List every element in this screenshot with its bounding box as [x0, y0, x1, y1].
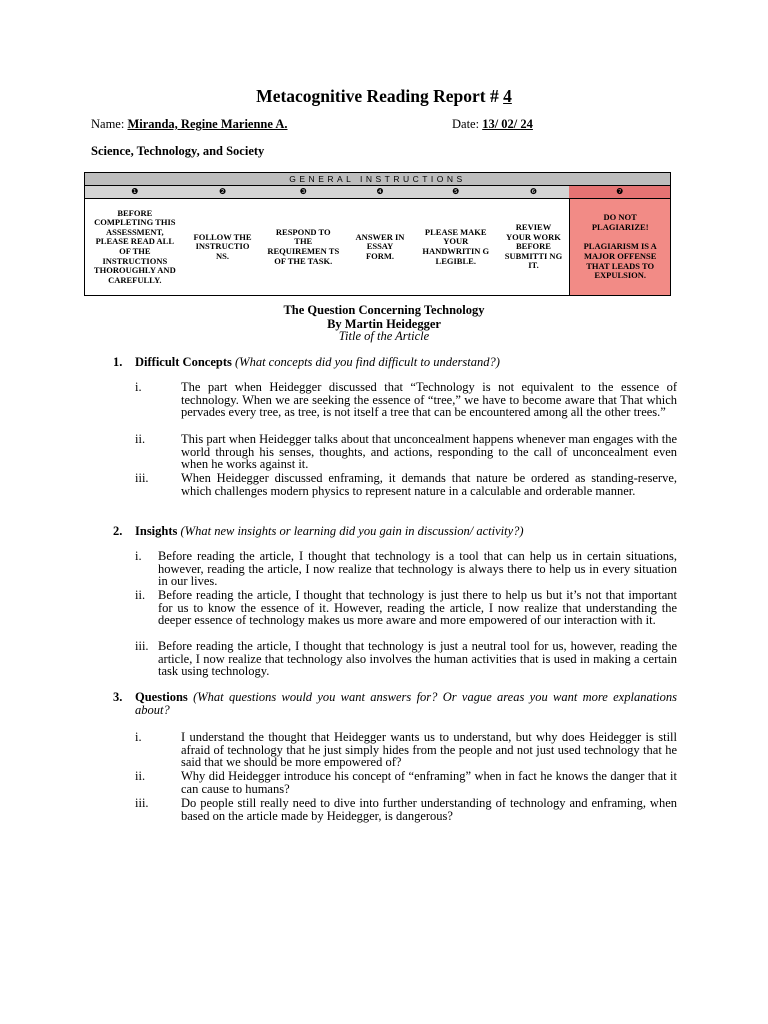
item-text: Before reading the article, I thought that technology is just there to help us but it’s not that important for us to know the essence of it. However, reading the article, I now realize that understanding the deeper essence of technology makes us more aware and more empowered of our interaction with it.	[158, 588, 677, 628]
instructions-text-row	[84, 198, 671, 296]
plagiarism-offense-text: PLAGIARISM IS A MAJOR OFFENSE THAT LEADS TO EXPULSION.	[583, 241, 657, 281]
instruction-number: ❶	[131, 187, 139, 196]
title-prefix: Metacognitive Reading Report #	[256, 86, 504, 106]
article-title: The Question Concerning Technology	[283, 303, 485, 317]
roman-numeral: ii.	[135, 588, 146, 602]
instruction-cell: REVIEW YOUR WORK BEFORE SUBMITTI NG IT.	[504, 222, 563, 271]
list-item	[135, 731, 677, 769]
section-label: Insights	[135, 524, 178, 538]
section-label: Difficult Concepts	[135, 355, 232, 369]
list-item	[135, 797, 677, 822]
section-prompt: (What concepts did you find difficult to understand?)	[235, 355, 500, 369]
item-text: Do people still really need to dive into further understanding of technology and enframing, when based on the article made by Heidegger, is dangerous?	[181, 796, 677, 823]
roman-numeral: i.	[135, 380, 142, 394]
section-number: 2.	[113, 524, 123, 538]
roman-numeral: iii.	[135, 639, 149, 653]
date-line	[452, 117, 533, 132]
article-author: By Martin Heidegger	[327, 317, 441, 331]
item-text: I understand the thought that Heidegger wants us to understand, but why does Heidegger is still afraid of technology that he just simply hides from the people and not just used technology that he said that we should be more empowered of?	[181, 730, 677, 770]
article-title-label: Title of the Article	[338, 329, 430, 343]
instruction-number: ❺	[452, 187, 460, 196]
section-label: Questions	[135, 690, 188, 704]
list-item	[135, 550, 677, 588]
roman-numeral: iii.	[135, 471, 149, 485]
section-number: 1.	[113, 355, 123, 369]
item-text: Before reading the article, I thought that technology is just a neutral tool for us, however, reading the article, I now realize that technology also involves the human activities that is used in making a certain task using technology.	[158, 639, 677, 679]
general-instructions-table	[84, 172, 671, 296]
section-heading-difficult-concepts	[113, 355, 673, 370]
list-item	[135, 433, 677, 471]
roman-numeral: ii.	[135, 769, 146, 783]
instruction-number: ❷	[218, 187, 227, 196]
section-prompt: (What new insights or learning did you gain in discussion/ activity?)	[180, 524, 524, 538]
list-item	[135, 589, 677, 627]
roman-numeral: ii.	[135, 432, 146, 446]
report-title	[0, 86, 768, 107]
section-prompt: (What questions would you want answers for? Or vague areas you want more explanations about?	[135, 690, 678, 717]
item-text: This part when Heidegger talks about that unconcealment happens whenever man engages with the world through his senses, thoughts, and actions, responding to the call of unconcealment even when he works against it.	[181, 432, 678, 472]
instructions-number-row	[84, 185, 671, 198]
roman-numeral: i.	[135, 730, 142, 744]
instruction-number: ❹	[376, 187, 384, 196]
no-plagiarize-text: DO NOT PLAGIARIZE!	[591, 212, 649, 232]
instruction-number: ❸	[299, 187, 307, 196]
report-number: 4	[503, 86, 512, 106]
item-text: When Heidegger discussed enframing, it demands that nature be ordered as standing-reserve, which challenges modern physics to represent nature in a calculable and orderable manner.	[181, 471, 677, 498]
list-item	[135, 770, 677, 795]
roman-numeral: iii.	[135, 796, 149, 810]
name-label: Name:	[91, 117, 128, 131]
date-value: 13/ 02/ 24	[482, 117, 533, 131]
roman-numeral: i.	[135, 549, 142, 563]
item-text: Why did Heidegger introduce his concept of “enframing” when in fact he knows the danger that it can cause to humans?	[181, 769, 677, 796]
instruction-cell: FOLLOW THE INSTRUCTIO NS.	[193, 231, 252, 261]
item-text: Before reading the article, I thought that technology is a tool that can help us in certain situations, however, reading the article, I now realize that technology is always there to help us in every situation in our lives.	[158, 549, 677, 589]
item-text: The part when Heidegger discussed that “Technology is not equivalent to the essence of technology. When we are seeking the essence of “tree,” we have to become aware that That which pervades every tree, as tree, is not itself a tree that can be encountered among all the other trees.”	[181, 380, 677, 420]
name-value: Miranda, Regine Marienne A.	[127, 117, 288, 131]
instruction-cell: PLEASE MAKE YOUR HANDWRITIN G LEGIBLE.	[422, 226, 490, 266]
instruction-cell: ANSWER IN ESSAY FORM.	[355, 231, 405, 261]
instruction-cell: BEFORE COMPLETING THIS ASSESSMENT, PLEASE READ ALL OF THE INSTRUCTIONS THOROUGHLY AND CAREFULLY.	[93, 207, 176, 285]
section-heading-insights	[113, 524, 673, 539]
list-item	[135, 381, 677, 419]
instructions-heading: GENERAL INSTRUCTIONS	[84, 172, 671, 185]
instruction-number: ❻	[529, 187, 538, 196]
instruction-cell-warning	[569, 199, 670, 295]
instruction-number: ❼	[569, 186, 670, 198]
list-item	[135, 640, 677, 678]
subject-title: Science, Technology, and Society	[91, 144, 265, 158]
section-heading-questions	[113, 691, 677, 716]
section-number: 3.	[113, 690, 123, 704]
name-line	[91, 117, 288, 132]
date-label: Date:	[452, 117, 483, 131]
instruction-cell: RESPOND TO THE REQUIREMEN TS OF THE TASK.	[267, 226, 340, 266]
list-item	[135, 472, 677, 497]
